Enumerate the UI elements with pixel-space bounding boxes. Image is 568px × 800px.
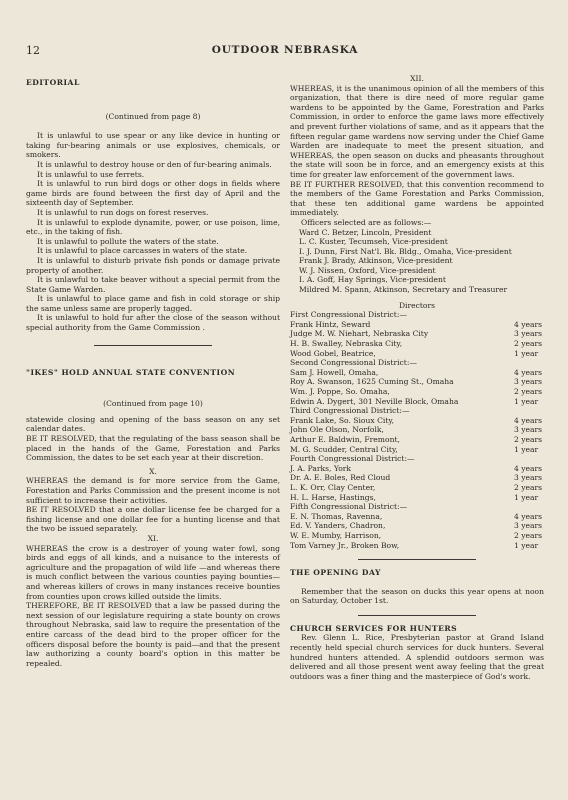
officers-list: [290, 228, 544, 295]
rule-item: It is unlawful to disturb private fish ponds or damage private property of another.: [26, 255, 280, 275]
director-row: [290, 377, 544, 387]
director-row: [290, 368, 544, 378]
opening-day-text: Remember that the season on ducks this year opens at noon on Saturday, October 1st.: [290, 586, 544, 606]
director-term: 3 years: [514, 473, 543, 483]
director-row: [290, 512, 544, 522]
district-label: Third Congressional District:—: [290, 406, 410, 416]
director-name: Ed. V. Yanders, Chadron,: [290, 521, 386, 531]
section-xii-whereas: WHEREAS, it is the unanimous opinion of all the members of this organization, that there is dire need of more regular game wardens to be appointed by the Game, Forestration and Parks Commission, in order to enforce the game laws more effectively and prevent further violations of same, and as it appears that the fifteen regular game wardens now serving under the Chief Game Warden are inadequate to meet the present situation, and WHEREAS, the open season on ducks and pheasants throughout the state will soon be in force, and an emergency exists at this time for greater law enforcement of the government laws.: [290, 83, 544, 179]
ikes-continued: (Continued from page 10): [103, 399, 203, 409]
director-name: M. G. Scudder, Central City,: [290, 444, 398, 454]
officer-item: Frank J. Brady, Atkinson, Vice-president: [299, 256, 453, 266]
rule-item: It is unlawful to place carcasses in waters of the state.: [37, 246, 248, 256]
section-xi-heading: XI.: [147, 533, 159, 543]
district-label: Second Congressional District:—: [290, 358, 417, 368]
director-term: 4 years: [514, 511, 543, 521]
director-term: 4 years: [514, 415, 543, 425]
director-term: 2 years: [514, 434, 543, 444]
rule-item: It is unlawful to use ferrets.: [37, 169, 145, 179]
director-name: Wood Gobel, Beatrice,: [290, 348, 376, 358]
right-column: [290, 74, 544, 681]
director-term: 3 years: [514, 425, 543, 435]
director-term: 1 year: [514, 396, 539, 406]
rule-item: It is unlawful to run bird dogs or other dogs in fields where game birds are found between the first day of April and the sixteenth day of September.: [26, 179, 280, 208]
section-xii-heading: XII.: [410, 74, 424, 83]
director-term: 3 years: [514, 377, 543, 387]
church-heading: CHURCH SERVICES FOR HUNTERS: [290, 623, 458, 633]
director-name: Frank Lake, So. Sioux City,: [290, 415, 395, 425]
director-name: W. E. Mumby, Harrison,: [290, 530, 382, 540]
magazine-title: OUTDOOR NEBRASKA: [211, 44, 359, 56]
director-row: [290, 464, 544, 474]
director-name: L. K. Orr, Clay Center,: [290, 482, 376, 492]
page-number: 12: [26, 44, 40, 57]
section-divider: [358, 559, 476, 560]
section-x-resolved: BE IT RESOLVED that a one dollar license fee be charged for a fishing license and one dollar fee for a hunting license and that the two be issued separately.: [26, 505, 280, 534]
district-label: Fifth Congressional District:—: [290, 502, 408, 512]
rule-item: It is unlawful to place game and fish in cold storage or ship the same unless same are properly tagged.: [26, 294, 280, 313]
section-divider: [94, 345, 212, 346]
editorial-rules: [26, 131, 280, 332]
director-name: Tom Varney Jr., Broken Bow,: [290, 540, 400, 550]
director-name: H. B. Swalley, Nebraska City,: [290, 339, 403, 349]
district-label: First Congressional District:—: [290, 310, 407, 320]
director-name: E. N. Thomas, Ravenna,: [290, 511, 383, 521]
director-term: 4 years: [514, 319, 543, 329]
section-xi-therefore: THEREFORE, BE IT RESOLVED that a law be passed during the next session of our legislature requiring a state bounty on crows throughout Nebraska, said law to require the presentation of the entire carcass of the dead bird to the proper officer for the officers disposal before the bounty is paid—and that the present law authorizing a county board's option in this matter be repealed.: [26, 601, 280, 668]
rule-item: It is unlawful to pollute the waters of the state.: [37, 236, 219, 246]
ikes-heading: "IKES" HOLD ANNUAL STATE CONVENTION: [26, 367, 236, 377]
officers-intro: Officers selected are as follows:—: [301, 217, 432, 227]
director-name: Roy A. Swanson, 1625 Cuming St., Omaha: [290, 377, 454, 387]
director-term: 4 years: [514, 367, 543, 377]
director-name: Edwin A. Dygert, 301 Neville Block, Omaha: [290, 396, 459, 406]
director-row: [290, 483, 544, 493]
officer-item: Ward C. Betzer, Lincoln, President: [299, 227, 432, 237]
director-row: [290, 416, 544, 426]
rule-item: It is unlawful to hold fur after the close of the season without special authority from the Game Commission .: [26, 313, 280, 333]
director-term: 2 years: [514, 339, 543, 349]
director-term: 1 year: [514, 492, 539, 502]
editorial-heading: EDITORIAL: [26, 78, 80, 87]
directors-list: [290, 310, 544, 550]
director-term: 3 years: [514, 329, 543, 339]
director-name: Sam J. Howell, Omaha,: [290, 367, 379, 377]
ikes-intro: statewide closing and opening of the bass season on any set calendar dates.: [26, 414, 280, 434]
director-row: [290, 320, 544, 330]
directors-heading: Directors: [398, 300, 436, 310]
rule-item: It is unlawful to take beaver without a special permit from the State Game Warden.: [26, 275, 280, 294]
director-term: 1 year: [514, 348, 539, 358]
director-name: John Ole Olson, Norfolk,: [290, 425, 384, 435]
director-row: [290, 521, 544, 531]
section-x-whereas: WHEREAS the demand is for more service from the Game, Forestation and Parks Commission and the present income is not sufficient to increase their activities.: [26, 476, 280, 505]
director-row: [290, 397, 544, 407]
section-x-heading: X.: [149, 466, 157, 476]
director-name: Judge M. W. Niehart, Nebraska City: [290, 329, 429, 339]
officer-item: W. J. Nissen, Oxford, Vice-president: [299, 265, 436, 275]
director-term: 2 years: [514, 482, 543, 492]
director-name: Dr. A. E. Boles, Red Cloud: [290, 473, 391, 483]
director-name: Wm. J. Poppe, So. Omaha,: [290, 387, 390, 396]
editorial-continued: (Continued from page 8): [105, 111, 201, 121]
director-term: 2 years: [514, 387, 543, 396]
opening-day-heading: THE OPENING DAY: [290, 568, 381, 578]
director-name: Arthur E. Baldwin, Fremont,: [290, 434, 400, 444]
director-term: 4 years: [514, 463, 543, 473]
officer-item: Mildred M. Spann, Atkinson, Secretary and Treasurer: [299, 285, 508, 295]
director-row: [290, 493, 544, 503]
director-row: [290, 473, 544, 483]
rule-item: It is unlawful to run dogs on forest reserves.: [37, 207, 209, 217]
rule-item: It is unlawful to explode dynamite, power, or use poison, lime, etc., in the taking of fish.: [26, 217, 280, 237]
section-xi-whereas: WHEREAS the crow is a destroyer of young water fowl, song birds and eggs of all kinds, and a nuisance to the interests of agriculture and the propagation of wild life —and whereas there is much conflict between the various counties paying bounties—and whereas killers of crows in many instances receive bounties from counties upon crows killed outside the limits.: [26, 543, 280, 601]
director-name: J. A. Parks, York: [290, 463, 352, 473]
director-row: [290, 387, 544, 397]
officer-item: I. A. Goff, Hay Springs, Vice-president: [299, 275, 446, 285]
director-term: 1 year: [514, 540, 539, 550]
director-row: [290, 425, 544, 435]
director-row: [290, 531, 544, 541]
director-row: [290, 445, 544, 455]
section-xii-resolved: BE IT FURTHER RESOLVED, that this convention recommend to the members of the Game Forestation and Parks Commission, that these ten additional game wardens be appointed immediately.: [290, 179, 544, 218]
ikes-resolved: BE IT RESOLVED, that the regulating of the bass season shall be placed in the hands of the Game, Forestation and Parks Commission, the dates to be set each year at their discretion.: [26, 434, 280, 463]
director-row: [290, 435, 544, 445]
ikes-body: [26, 415, 280, 668]
director-row: [290, 329, 544, 339]
left-column: [26, 74, 280, 668]
director-row: [290, 541, 544, 551]
director-row: [290, 349, 544, 359]
director-term: 2 years: [514, 530, 543, 540]
director-term: 1 year: [514, 444, 539, 454]
director-term: 3 years: [514, 521, 543, 531]
officer-item: L. C. Kuster, Tecumseh, Vice-president: [299, 237, 448, 247]
rule-item: It is unlawful to use spear or any like device in hunting or taking fur-bearing animals or use explosives, chemicals, or smokers.: [26, 131, 280, 160]
director-name: H. L. Harse, Hastings,: [290, 492, 376, 502]
officer-item: I. J. Dunn, First Nat'l. Bk. Bldg., Omaha, Vice-president: [299, 246, 512, 256]
director-name: Frank Hintz, Seward: [290, 319, 371, 329]
section-divider: [358, 615, 476, 616]
director-row: [290, 339, 544, 349]
page-header: [26, 44, 544, 60]
district-label: Fourth Congressional District:—: [290, 454, 415, 464]
rule-item: It is unlawful to destroy house or den of fur-bearing animals.: [37, 159, 272, 169]
church-text: Rev. Glenn L. Rice, Presbyterian pastor at Grand Island recently held special church services for duck hunters. Several hundred hunters attended. A splendid outdoors sermon was delivered and all those present went away feeling that the great outdoors was a finer thing and the masterpiece of God's work.: [290, 633, 544, 681]
